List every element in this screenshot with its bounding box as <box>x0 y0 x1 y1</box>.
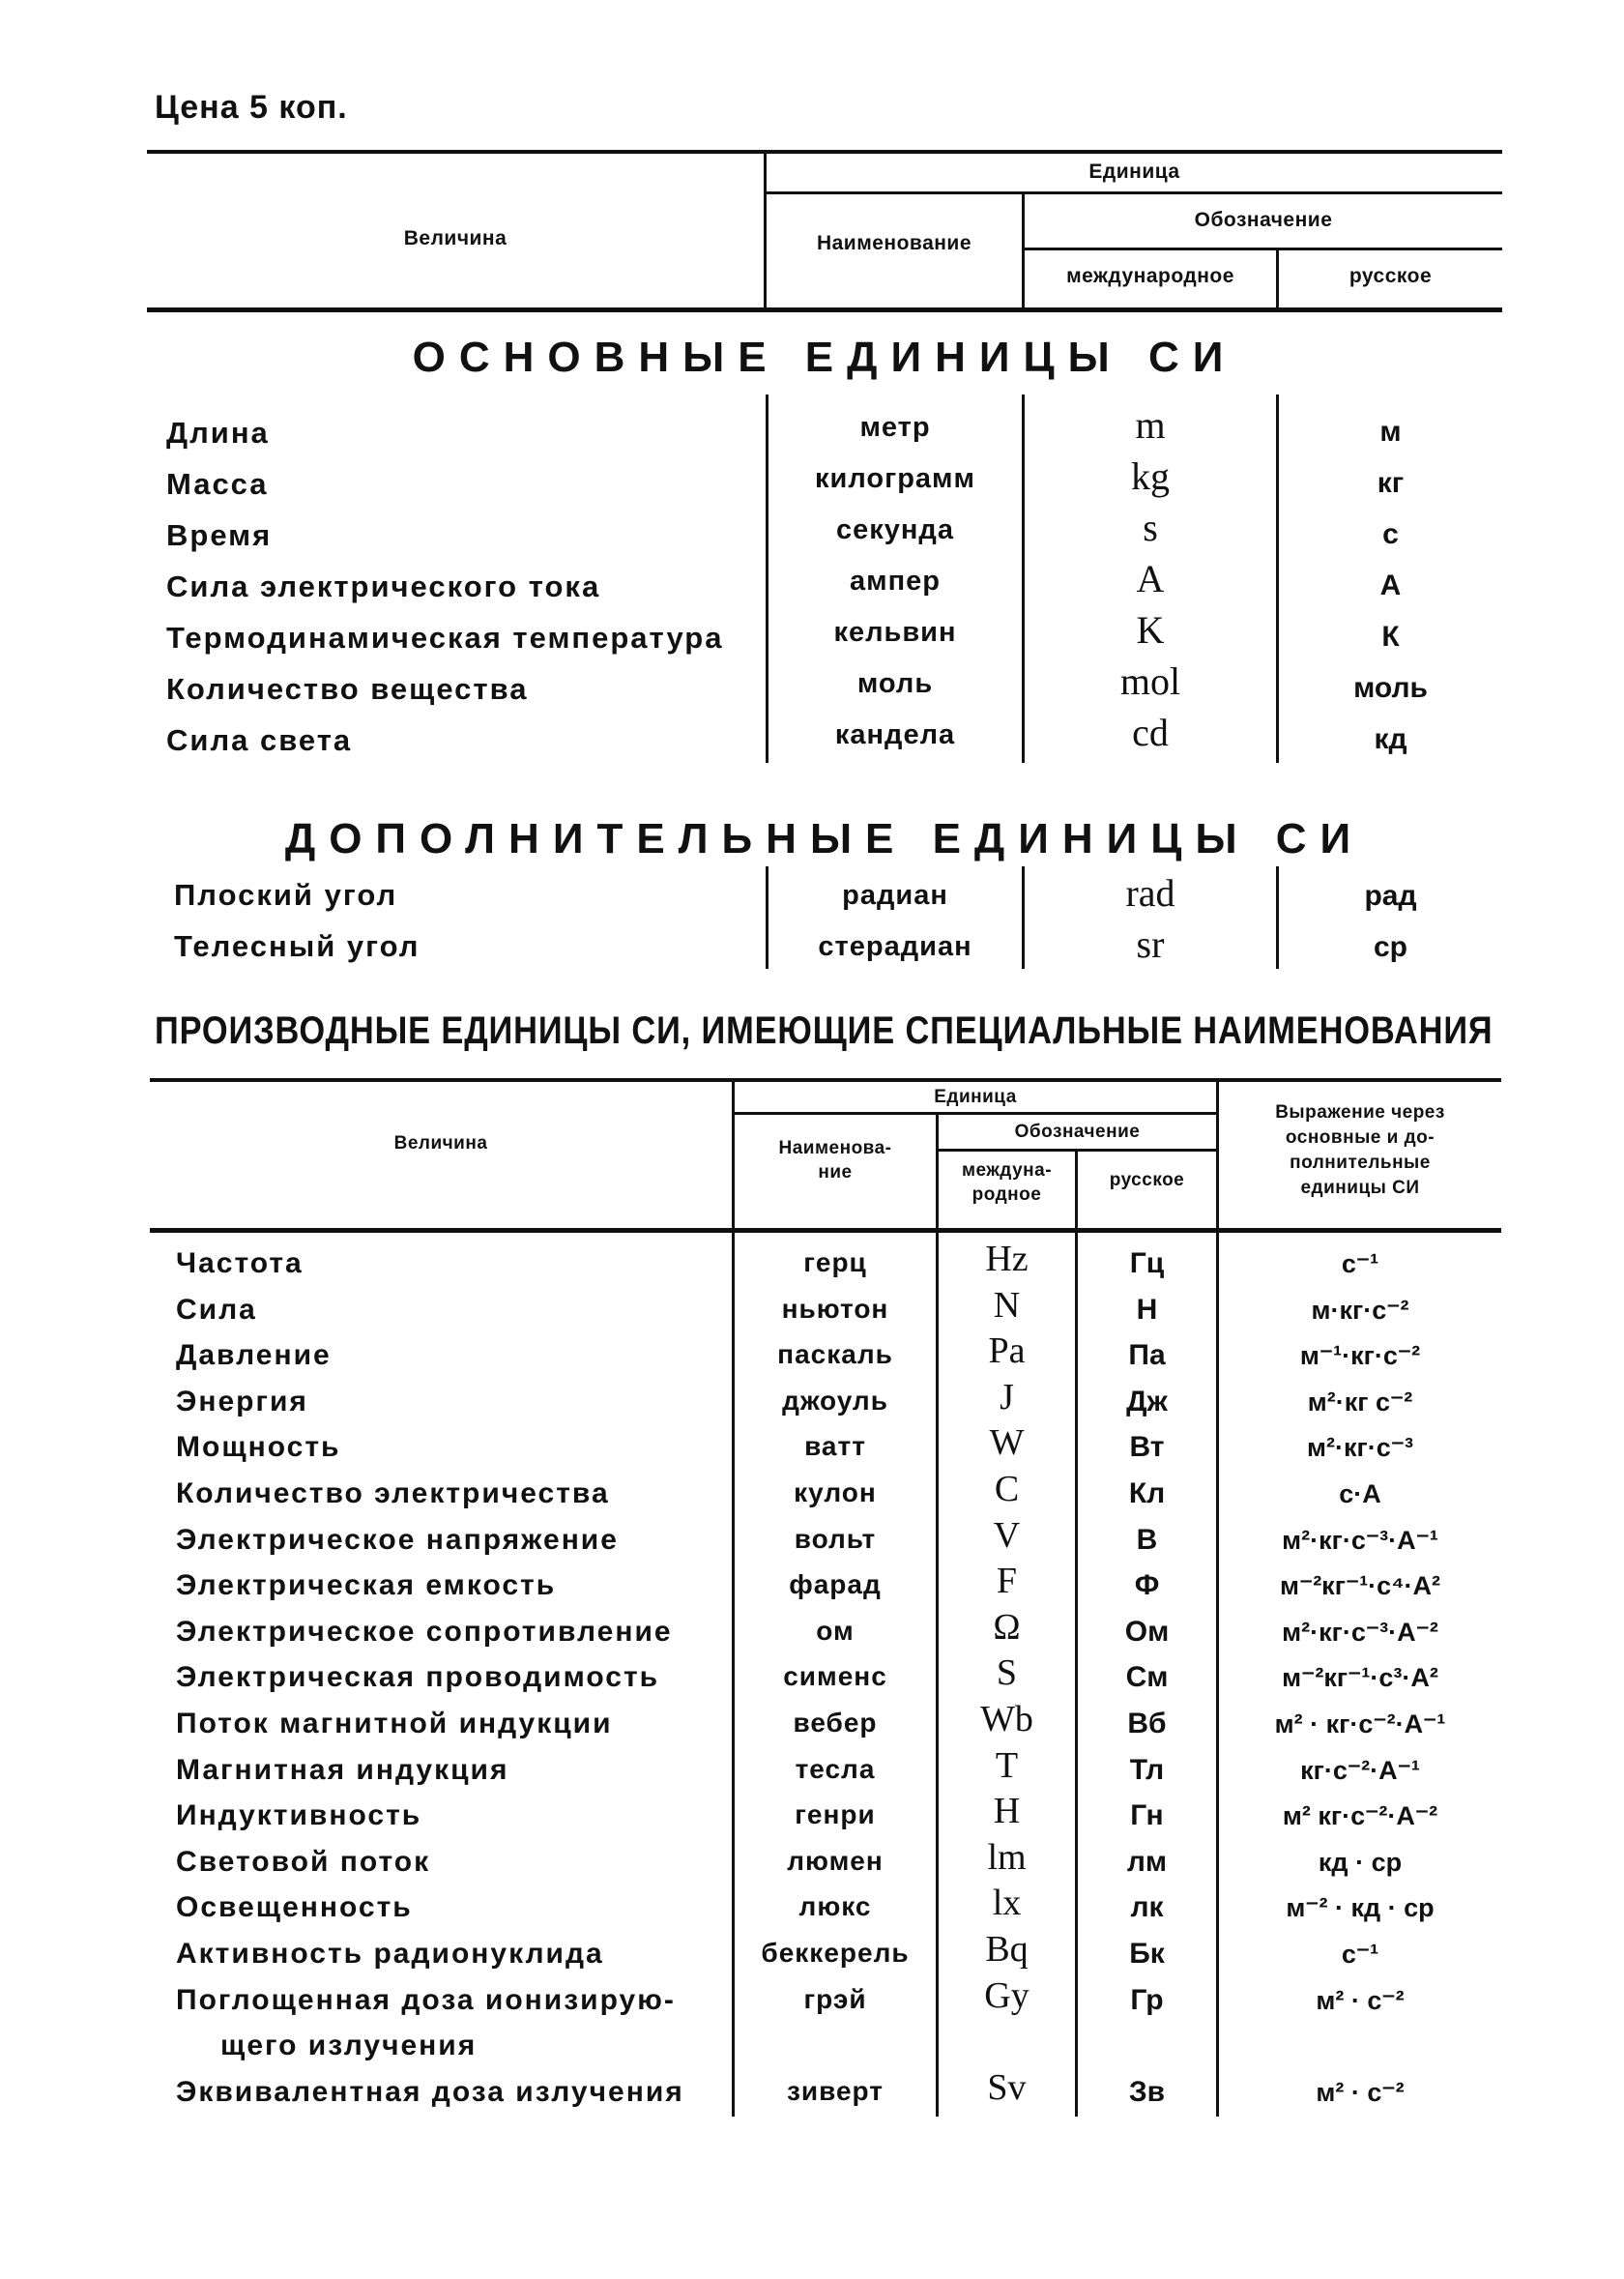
base-units-title: ОСНОВНЫЕ ЕДИНИЦЫ СИ <box>412 334 1237 381</box>
russian-symbol-cell: См <box>1125 1661 1169 1694</box>
quantity-cell: Время <box>166 518 273 552</box>
international-symbol-cell: K <box>1136 608 1165 652</box>
international-symbol-cell: T <box>995 1744 1019 1786</box>
divider <box>732 1112 1216 1115</box>
russian-symbol-cell: Гн <box>1130 1799 1164 1832</box>
unit-name-cell: тесла <box>795 1753 876 1784</box>
quantity-cell: Давление <box>176 1339 332 1372</box>
quantity-cell: Магнитная индукция <box>176 1753 509 1786</box>
header-designation: Обозначение <box>1014 1122 1141 1142</box>
international-symbol-cell: rad <box>1125 871 1175 915</box>
expression-cell: с⁻¹ <box>1341 1940 1379 1969</box>
international-symbol-cell: V <box>993 1514 1021 1556</box>
russian-symbol-cell: Кл <box>1128 1477 1166 1509</box>
quantity-cell: Сила <box>176 1293 257 1326</box>
expression-cell: кг·с⁻²·А⁻¹ <box>1300 1755 1420 1785</box>
unit-name-cell: ньютон <box>781 1293 889 1324</box>
expression-cell: кд · ср <box>1318 1847 1403 1877</box>
unit-name-cell: ватт <box>804 1431 866 1462</box>
unit-name-cell: зиверт <box>787 2075 884 2106</box>
header-name: Наименование <box>816 232 972 254</box>
quantity-cell: Количество электричества <box>176 1477 610 1509</box>
quantity-cell: щего излучения <box>220 2030 478 2062</box>
quantity-cell: Мощность <box>176 1431 341 1464</box>
unit-name-cell: сименс <box>783 1661 887 1692</box>
russian-symbol-cell: Н <box>1136 1293 1158 1326</box>
international-symbol-cell: H <box>993 1791 1021 1832</box>
quantity-cell: Электрическая емкость <box>176 1569 557 1602</box>
expression-cell: м⁻² · кд · ср <box>1286 1893 1435 1923</box>
expression-cell: м² · кг·с⁻²·А⁻¹ <box>1274 1709 1446 1738</box>
quantity-cell: Сила электрического тока <box>166 570 601 603</box>
header-unit: Единица <box>934 1087 1017 1107</box>
international-symbol-cell: lx <box>992 1883 1022 1924</box>
derived-units-title: ПРОИЗВОДНЫЕ ЕДИНИЦЫ СИ, ИМЕЮЩИЕ СПЕЦИАЛЬНЫЕ НАИМЕНОВАНИЯ <box>155 1009 1494 1052</box>
header-name: Наименова- ние <box>778 1138 892 1183</box>
russian-symbol-cell: рад <box>1364 880 1417 912</box>
unit-name-cell: беккерель <box>761 1938 910 1968</box>
quantity-cell: Энергия <box>176 1385 308 1417</box>
international-symbol-cell: Bq <box>985 1929 1029 1970</box>
divider <box>1022 248 1502 250</box>
header-russian: русское <box>1109 1170 1185 1190</box>
unit-name-cell: ампер <box>850 566 941 597</box>
quantity-cell: Электрическое сопротивление <box>176 1615 673 1648</box>
international-symbol-cell: J <box>1000 1376 1014 1417</box>
expression-cell: м⁻¹·кг·с⁻² <box>1299 1341 1421 1371</box>
russian-symbol-cell: м <box>1379 416 1402 448</box>
quantity-cell: Поглощенная доза ионизирую- <box>176 1983 676 2016</box>
unit-name-cell: паскаль <box>777 1339 893 1370</box>
quantity-cell: Освещенность <box>176 1891 413 1924</box>
expression-cell: с⁻¹ <box>1341 1249 1379 1278</box>
unit-name-cell: килограмм <box>815 463 975 494</box>
expression-cell: м²·кг·с⁻³ <box>1307 1433 1413 1463</box>
unit-name-cell: секунда <box>836 514 954 545</box>
russian-symbol-cell: Ф <box>1134 1569 1160 1602</box>
international-symbol-cell: Sv <box>987 2066 1027 2108</box>
russian-symbol-cell: лк <box>1130 1891 1164 1924</box>
unit-name-cell: грэй <box>803 1983 867 2014</box>
international-symbol-cell: kg <box>1131 454 1170 498</box>
international-symbol-cell: s <box>1143 506 1158 549</box>
russian-symbol-cell: Па <box>1128 1339 1166 1372</box>
quantity-cell: Световой поток <box>176 1845 431 1878</box>
header-expression: Выражение через основные и до- полнительные единицы СИ <box>1275 1102 1445 1198</box>
divider <box>764 191 1502 194</box>
russian-symbol-cell: Вт <box>1129 1431 1165 1464</box>
expression-cell: м²·кг·с⁻³·А⁻¹ <box>1282 1525 1438 1555</box>
international-symbol-cell: Ω <box>993 1606 1021 1648</box>
quantity-cell: Термодинамическая температура <box>166 621 724 655</box>
unit-name-cell: ом <box>816 1615 855 1646</box>
quantity-cell: Индуктивность <box>176 1799 422 1832</box>
international-symbol-cell: C <box>994 1469 1020 1509</box>
unit-name-cell: кандела <box>834 719 956 750</box>
unit-name-cell: вебер <box>793 1708 878 1738</box>
unit-name-cell: метр <box>859 412 931 443</box>
bottom-rule <box>150 1228 1501 1233</box>
expression-cell: м·кг·с⁻² <box>1311 1295 1409 1325</box>
quantity-cell: Длина <box>166 416 270 450</box>
international-symbol-cell: A <box>1136 557 1165 600</box>
unit-name-cell: вольт <box>794 1523 877 1554</box>
international-symbol-cell: Wb <box>980 1699 1033 1739</box>
international-symbol-cell: mol <box>1119 659 1181 703</box>
expression-cell: м²·кг·с⁻³·А⁻² <box>1282 1617 1438 1647</box>
unit-name-cell: генри <box>795 1799 876 1830</box>
russian-symbol-cell: Вб <box>1127 1708 1167 1739</box>
russian-symbol-cell: моль <box>1353 672 1428 704</box>
unit-name-cell: герц <box>803 1247 867 1277</box>
international-symbol-cell: Pa <box>988 1330 1026 1372</box>
quantity-cell: Количество вещества <box>166 672 529 706</box>
expression-cell: с·А <box>1339 1479 1381 1508</box>
expression-cell: м⁻²кг⁻¹·с⁴·А² <box>1279 1571 1441 1601</box>
unit-name-cell: люкс <box>798 1891 872 1922</box>
expression-cell: м²·кг с⁻² <box>1307 1387 1413 1417</box>
russian-symbol-cell: ср <box>1373 931 1407 963</box>
russian-symbol-cell: Гр <box>1130 1983 1164 2016</box>
russian-symbol-cell: кг <box>1377 467 1405 499</box>
unit-name-cell: джоуль <box>782 1385 888 1416</box>
russian-symbol-cell: Тл <box>1129 1753 1165 1786</box>
international-symbol-cell: Hz <box>985 1239 1029 1279</box>
russian-symbol-cell: В <box>1136 1523 1158 1556</box>
top-rule <box>147 150 1502 154</box>
international-symbol-cell: cd <box>1132 711 1169 754</box>
quantity-cell: Эквивалентная доза излучения <box>176 2075 684 2108</box>
quantity-cell: Электрическое напряжение <box>176 1523 619 1556</box>
unit-name-cell: моль <box>856 668 934 699</box>
quantity-cell: Электрическая проводимость <box>176 1661 660 1694</box>
unit-name-cell: кулон <box>794 1477 877 1507</box>
russian-symbol-cell: Зв <box>1128 2075 1166 2108</box>
supplementary-units-title: ДОПОЛНИТЕЛЬНЫЕ ЕДИНИЦЫ СИ <box>284 815 1365 862</box>
international-symbol-cell: Gy <box>984 1974 1030 2016</box>
international-symbol-cell: W <box>989 1422 1025 1464</box>
quantity-cell: Плоский угол <box>174 878 398 912</box>
international-symbol-cell: sr <box>1136 922 1165 966</box>
unit-name-cell: стерадиан <box>818 931 972 962</box>
unit-name-cell: фарад <box>789 1569 882 1600</box>
international-symbol-cell: N <box>993 1284 1021 1326</box>
international-symbol-cell: lm <box>987 1836 1027 1878</box>
russian-symbol-cell: лм <box>1126 1845 1168 1878</box>
russian-symbol-cell: Бк <box>1129 1938 1165 1970</box>
quantity-cell: Частота <box>176 1247 304 1279</box>
header-designation: Обозначение <box>1194 209 1333 231</box>
header-international: междуна- родное <box>961 1160 1053 1205</box>
quantity-cell: Активность радионуклида <box>176 1938 604 1970</box>
unit-name-cell: кельвин <box>833 617 957 648</box>
expression-cell: м² кг·с⁻²·А⁻² <box>1282 1801 1438 1831</box>
quantity-cell: Поток магнитной индукции <box>176 1708 613 1739</box>
quantity-cell: Телесный угол <box>174 929 420 963</box>
expression-cell: м² · с⁻² <box>1316 2077 1405 2107</box>
price-label: Цена 5 коп. <box>155 89 348 126</box>
international-symbol-cell: F <box>996 1561 1018 1602</box>
header-russian: русское <box>1348 265 1433 287</box>
unit-name-cell: люмен <box>787 1845 884 1876</box>
russian-symbol-cell: с <box>1382 518 1399 550</box>
top-rule <box>150 1078 1501 1082</box>
russian-symbol-cell: кд <box>1374 723 1407 755</box>
bottom-rule <box>147 307 1502 312</box>
russian-symbol-cell: Гц <box>1129 1247 1165 1279</box>
divider <box>936 1149 1216 1152</box>
russian-symbol-cell: Дж <box>1126 1385 1168 1417</box>
header-unit: Единица <box>1088 161 1180 183</box>
russian-symbol-cell: Ом <box>1124 1615 1170 1648</box>
russian-symbol-cell: К <box>1381 621 1400 653</box>
expression-cell: м⁻²кг⁻¹·с³·А² <box>1282 1663 1438 1693</box>
russian-symbol-cell: А <box>1379 570 1402 601</box>
quantity-cell: Масса <box>166 467 269 501</box>
expression-cell: м² · с⁻² <box>1316 1985 1405 2015</box>
header-quantity: Величина <box>403 227 508 249</box>
header-international: международное <box>1066 265 1234 287</box>
international-symbol-cell: S <box>996 1652 1018 1694</box>
international-symbol-cell: m <box>1135 403 1166 447</box>
header-quantity: Величина <box>393 1133 488 1154</box>
quantity-cell: Сила света <box>166 723 353 757</box>
unit-name-cell: радиан <box>842 880 948 911</box>
